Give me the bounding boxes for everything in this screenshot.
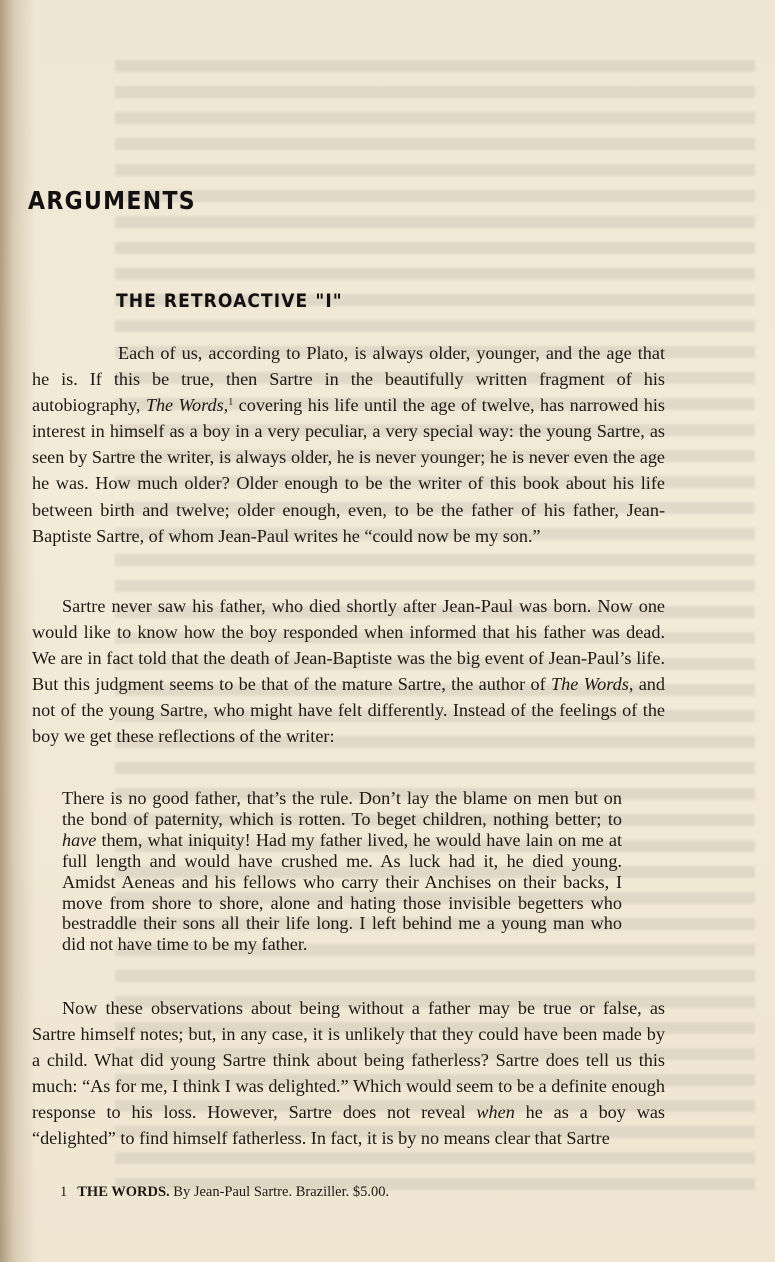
book-title: The Words, [551,674,634,695]
paragraph-text: Now these observations about being without a father may be true or false, as Sartre himself notes; but, in any case, it is unlikely that they could have been made by a child. What did young Sartre think about being fatherless? Sartre does tell us this much: “As for me, I think I was delighted.” Which would seem to be a definite enough response to his loss. However, Sartre does not reveal [32,998,665,1123]
emphasis: when [476,1102,515,1123]
block-quote [62,788,622,955]
footnote-number: 1 [60,1184,68,1200]
footnote-text: By Jean-Paul Sartre. Braziller. $5.00. [169,1184,390,1200]
footnote-reference: 1 [228,397,234,409]
body-paragraph-1 [32,340,665,549]
paragraph-text: and not of the young Sartre, who might have felt differently. Instead of the feelings of the boy we get these reflections of the writer: [32,674,665,747]
quote-emphasis: have [62,829,97,850]
article-title: THE RETROACTIVE "I" [116,290,343,312]
footnote [60,1184,389,1201]
paragraph-text: he as a boy was “delighted” to find himself fatherless. In fact, it is by no means clear that Sartre [32,1102,665,1149]
paragraph-text: covering his life until the age of twelve, has narrowed his interest in himself as a boy in a very peculiar, a very special way: the young Sartre, as seen by Sartre the writer, is always older, he is never younger; he is never even the age he was. How much older? Older enough to be the writer of this book about his life between birth and twelve; older enough, even, to be the father of his father, Jean-Baptiste Sartre, of whom Jean-Paul writes he “could now be my son.” [32,395,665,546]
paragraph-text: Sartre never saw his father, who died shortly after Jean-Paul was born. Now one would like to know how the boy responded when informed that his father was dead. We are in fact told that the death of Jean-Baptiste was the big event of Jean-Paul’s life. But this judgment seems to be that of the mature Sartre, the author of [32,596,665,695]
quote-text: them, what iniquity! Had my father lived, he would have lain on me at full length and would have crushed me. As luck had it, he died young. Amidst Aeneas and his fellows who carry their Anchises on their backs, I move from shore to shore, alone and hating those invisible begetters who bestraddle their sons all their life long. I left behind me a young man who did not have time to be my father. [62,829,622,955]
quote-text: There is no good father, that’s the rule. Don’t lay the blame on men but on the bond of paternity, which is rotten. To beget children, nothing better; to [62,788,622,829]
book-title: The Words, [145,395,229,416]
body-paragraph-2 [32,593,665,750]
footnote-book-title: THE WORDS. [77,1184,170,1200]
section-heading: ARGUMENTS [28,186,196,215]
paragraph-text: Each of us, according to Plato, is always older, younger, and the age that he is. If this be true, then Sartre in the beautifully written fragment of his autobiography, [32,343,665,416]
body-paragraph-3 [32,995,665,1152]
